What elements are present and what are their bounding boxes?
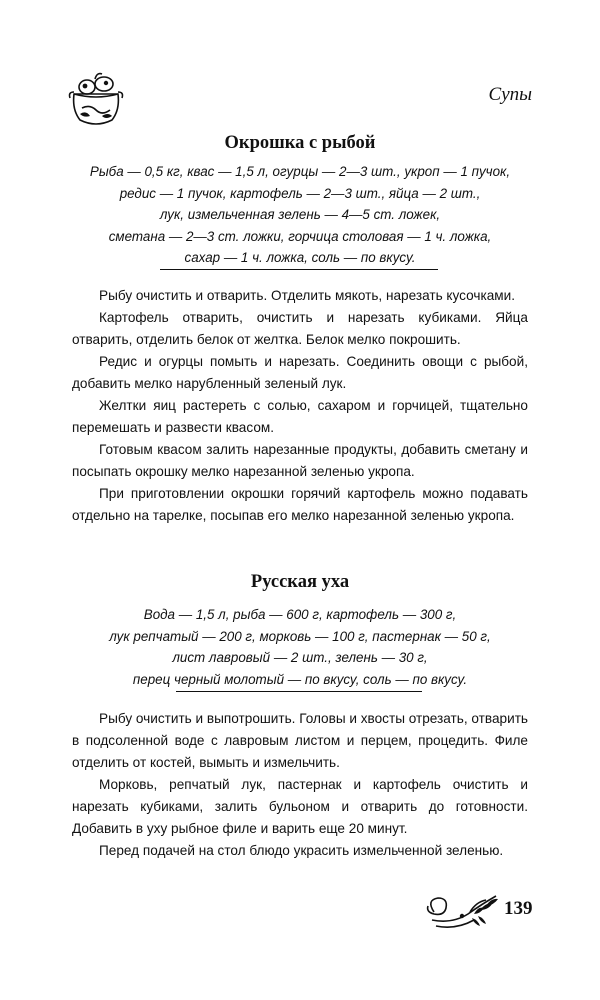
recipe-steps <box>72 285 528 527</box>
divider <box>176 691 422 692</box>
step-paragraph: Рыбу очистить и выпотрошить. Головы и хвосты отрезать, отварить в подсоленной воде с лавровым листом и перцем, процедить. Филе отделить от костей, вымыть и измельчить. <box>72 711 528 770</box>
recipe-title: Окрошка с рыбой <box>224 133 376 153</box>
step-paragraph: Перед подачей на стол блюдо украсить измельченной зеленью. <box>99 843 504 858</box>
ingredient-line: лук, измельченная зелень — 4—5 ст. ложек, <box>159 207 441 223</box>
ingredient-line: перец черный молотый — по вкусу, соль — по вкусу. <box>132 671 468 687</box>
recipe-title: Русская уха <box>250 572 350 592</box>
section-title: Супы <box>488 84 532 105</box>
step-paragraph: Морковь, репчатый лук, пастернак и картофель очистить и нарезать кубиками, залить бульоном и отварить до готовности. Добавить в уху рыбное филе и варить еще 20 минут. <box>72 777 528 836</box>
ingredients-list <box>60 161 540 269</box>
ingredient-line: лук репчатый — 200 г, морковь — 100 г, пастернак — 50 г, <box>109 628 491 644</box>
step-paragraph: Рыбу очистить и отварить. Отделить мякоть, нарезать кусочками. <box>99 288 515 303</box>
ingredient-line: лист лавровый — 2 шт., зелень — 30 г, <box>172 650 428 666</box>
recipe-steps <box>72 708 528 862</box>
floral-ornament-icon <box>416 890 502 934</box>
ingredient-line: Вода — 1,5 л, рыба — 600 г, картофель — 300 г, <box>143 607 457 622</box>
step-paragraph: При приготовлении окрошки горячий картофель можно подавать отдельно на тарелке, посыпав его мелко нарезанной зеленью укропа. <box>72 486 528 523</box>
ingredient-line: редис — 1 пучок, картофель — 2—3 шт., яйца — 2 шт., <box>119 185 481 201</box>
ingredients-list <box>60 604 540 690</box>
ingredient-line: Рыба — 0,5 кг, квас — 1,5 л, огурцы — 2—3 шт., укроп — 1 пучок, <box>89 164 511 179</box>
step-paragraph: Готовым квасом залить нарезанные продукты, добавить сметану и посыпать окрошку мелко нарезанной зеленью укропа. <box>72 442 528 479</box>
ingredient-line: сахар — 1 ч. ложка, соль — по вкусу. <box>184 250 416 266</box>
divider <box>160 269 438 270</box>
page-number: 139 <box>504 898 533 919</box>
ingredient-line: сметана — 2—3 ст. ложки, горчица столовая — 1 ч. ложка, <box>108 228 492 244</box>
step-paragraph: Редис и огурцы помыть и нарезать. Соединить овощи с рыбой, добавить мелко нарубленный зеленый лук. <box>72 354 528 391</box>
step-paragraph: Картофель отварить, очистить и нарезать кубиками. Яйца отварить, отделить белок от желтка. Белок мелко покрошить. <box>72 310 528 347</box>
cooking-pot-icon <box>66 70 128 128</box>
step-paragraph: Желтки яиц растереть с солью, сахаром и горчицей, тщательно перемешать и развести квасом. <box>72 398 528 435</box>
